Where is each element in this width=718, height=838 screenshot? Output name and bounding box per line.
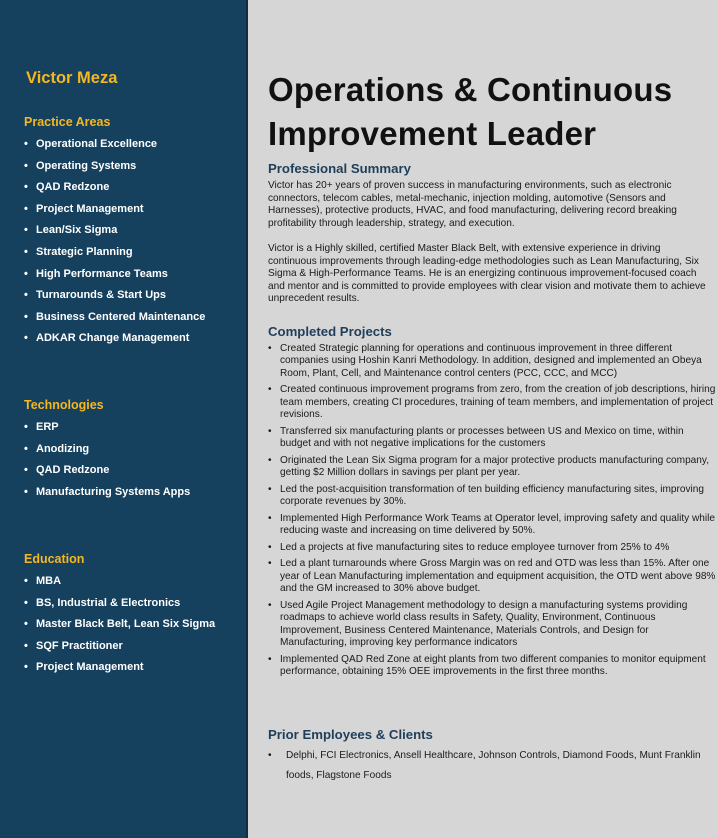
- list-item: • Strategic Planning: [24, 245, 205, 267]
- list-item: • MBA: [24, 574, 215, 596]
- title-line-2: Improvement Leader: [268, 115, 597, 152]
- list-item: • Business Centered Maintenance: [24, 310, 205, 332]
- title-line-1: Operations & Continuous: [268, 71, 673, 108]
- list-item: • Led a projects at five manufacturing sites to reduce employee turnover from 25% to 4%: [268, 542, 716, 554]
- practice-areas-list: [24, 137, 205, 353]
- list-item: • Manufacturing Systems Apps: [24, 485, 190, 507]
- summary-paragraph-2: Victor is a Highly skilled, certified Master Black Belt, with extensive experience in driving continuous improvements through leading-edge methodologies such as Lean Manufacturing, Six Sigma & High-Performance Teams. He is an energizing continuous improvement-focused coach and mentor and is committed to provide employees with clear vision and motivate them to achieve unprecedent results.: [268, 243, 706, 305]
- projects-list: [268, 343, 716, 683]
- list-item: • Created Strategic planning for operations and continuous improvement in three different companies using Hoshin Kanri Methodology. In addition, designed and implemented an Obeya Room, Plant, Cell, and Maintenance control centers (PCC, CCC, and MCC): [268, 343, 716, 380]
- list-item: • QAD Redzone: [24, 463, 190, 485]
- list-item: • Turnarounds & Start Ups: [24, 288, 205, 310]
- list-item: • Project Management: [24, 202, 205, 224]
- prior-employers-heading: Prior Employees & Clients: [268, 727, 433, 742]
- list-item: • Implemented High Performance Work Teams at Operator level, improving safety and quality while reducing waste and increasing on time delivered by 50%.: [268, 513, 716, 538]
- list-item: • Lean/Six Sigma: [24, 223, 205, 245]
- list-item: • BS, Industrial & Electronics: [24, 596, 215, 618]
- summary-paragraph-1: Victor has 20+ years of proven success in manufacturing environments, such as electronic connectors, telecom cables, metal-mechanic, injection molding, automotive (Sensors and Harnesses), protective products, HVAC, and food manufacturing, delivering record breaking profitability through leadership, strategy, and execution.: [268, 180, 677, 229]
- list-item: • Led the post-acquisition transformation of ten building efficiency manufacturing sites, improving corporate revenues by 30%.: [268, 484, 716, 509]
- list-item: • Created continuous improvement programs from zero, from the creation of job descriptions, hiring team members, creating CI procedures, training of team members, and implementation of project revisions.: [268, 384, 716, 421]
- person-name: Victor Meza: [26, 69, 118, 87]
- list-item: • Implemented QAD Red Zone at eight plants from two different companies to monitor equipment performance, obtaining 15% OEE improvements in the first three months.: [268, 654, 716, 679]
- list-item: • Project Management: [24, 660, 215, 682]
- technologies-heading: Technologies: [24, 398, 104, 412]
- list-item: • Anodizing: [24, 442, 190, 464]
- list-item: • Led a plant turnarounds where Gross Margin was on red and OTD was less than 15%. After one year of Lean Manufacturing implementation and equipment acquisition, the OTD went above 98% and the GM increased to 30% above budget.: [268, 558, 716, 595]
- sidebar: [0, 0, 246, 838]
- page-title: [268, 68, 672, 156]
- list-item: • Transferred six manufacturing plants or processes between US and Mexico on time, within budget and with not negative implications for the customers: [268, 426, 716, 451]
- professional-summary-heading: Professional Summary: [268, 161, 411, 176]
- list-item: • SQF Practitioner: [24, 639, 215, 661]
- list-item: • Originated the Lean Six Sigma program for a major protective products manufacturing company, getting $2 Million dollars in savings per plant per year.: [268, 455, 716, 480]
- list-item: • Operational Excellence: [24, 137, 205, 159]
- completed-projects-heading: Completed Projects: [268, 324, 392, 339]
- prior-employers-list: • Delphi, FCI Electronics, Ansell Healthcare, Johnson Controls, Diamond Foods, Munt Franklin foods, Flagstone Foods: [268, 746, 718, 785]
- list-item: • ERP: [24, 420, 190, 442]
- list-item: • Master Black Belt, Lean Six Sigma: [24, 617, 215, 639]
- practice-areas-heading: Practice Areas: [24, 115, 111, 129]
- main-content: [248, 0, 718, 838]
- education-list: [24, 574, 215, 682]
- list-item: • ADKAR Change Management: [24, 331, 205, 353]
- technologies-list: [24, 420, 190, 506]
- education-heading: Education: [24, 552, 85, 566]
- list-item: • Operating Systems: [24, 159, 205, 181]
- list-item: • High Performance Teams: [24, 267, 205, 289]
- list-item: • Used Agile Project Management methodology to design a manufacturing systems providing roadmaps to achieve world class results in Safety, Quality, Environment, Continuous Improvement, Business Centered Maintenance, Materials Controls, and Design for Manufacturing, improving key performance indicators: [268, 600, 716, 650]
- list-item: • QAD Redzone: [24, 180, 205, 202]
